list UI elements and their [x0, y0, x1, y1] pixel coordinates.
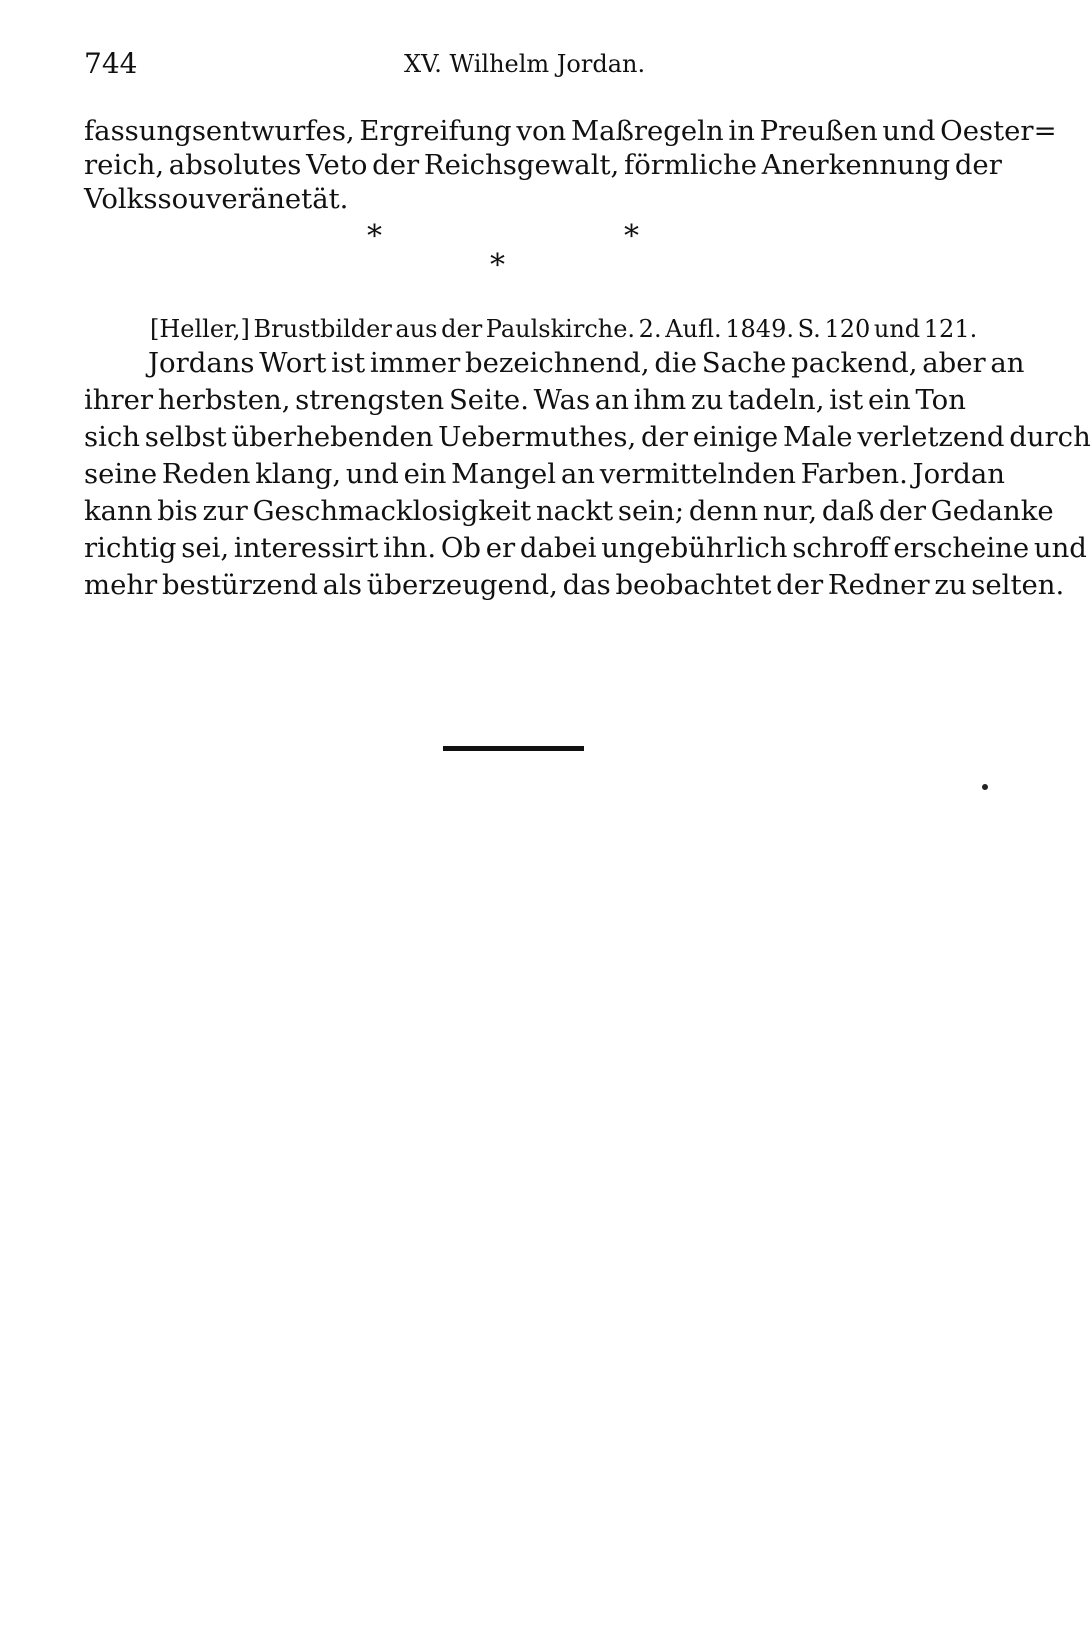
text-line: richtig sei, interessirt ihn. Ob er dabei ungebührlich schroff erscheine und	[84, 532, 1087, 564]
text-line: seine Reden klang, und ein Mangel an vermittelnden Farben. Jordan	[84, 458, 1005, 490]
text-line: ihrer herbsten, strengsten Seite. Was an ihm zu tadeln, ist ein Ton	[84, 384, 966, 416]
text-line: kann bis zur Geschmacklosigkeit nackt sein; denn nur, daß der Gedanke	[84, 495, 1054, 527]
end-rule	[443, 746, 584, 751]
text-line: reich, absolutes Veto der Reichsgewalt, förmliche Anerkennung der	[84, 149, 1002, 181]
text-line: fassungsentwurfes, Ergreifung von Maßregeln in Preußen und Oester=	[84, 115, 1057, 147]
asterisk: *	[624, 219, 639, 254]
page-number: 744	[84, 47, 138, 80]
text-line: Volkssouveränetät.	[84, 183, 349, 215]
page-header	[84, 44, 944, 84]
running-head: XV. Wilhelm Jordan.	[404, 50, 646, 78]
asterisk: *	[367, 219, 382, 254]
text-line: sich selbst überhebenden Uebermuthes, der einige Male verletzend durch	[84, 421, 1091, 453]
print-speck	[982, 784, 988, 790]
asterisk: *	[490, 248, 505, 283]
text-line: Jordans Wort ist immer bezeichnend, die Sache packend, aber an	[148, 347, 1025, 379]
text-line: mehr bestürzend als überzeugend, das beobachtet der Redner zu selten.	[84, 569, 1065, 601]
citation: [Heller,] Brustbilder aus der Paulskirche. 2. Aufl. 1849. S. 120 und 121.	[150, 315, 978, 343]
